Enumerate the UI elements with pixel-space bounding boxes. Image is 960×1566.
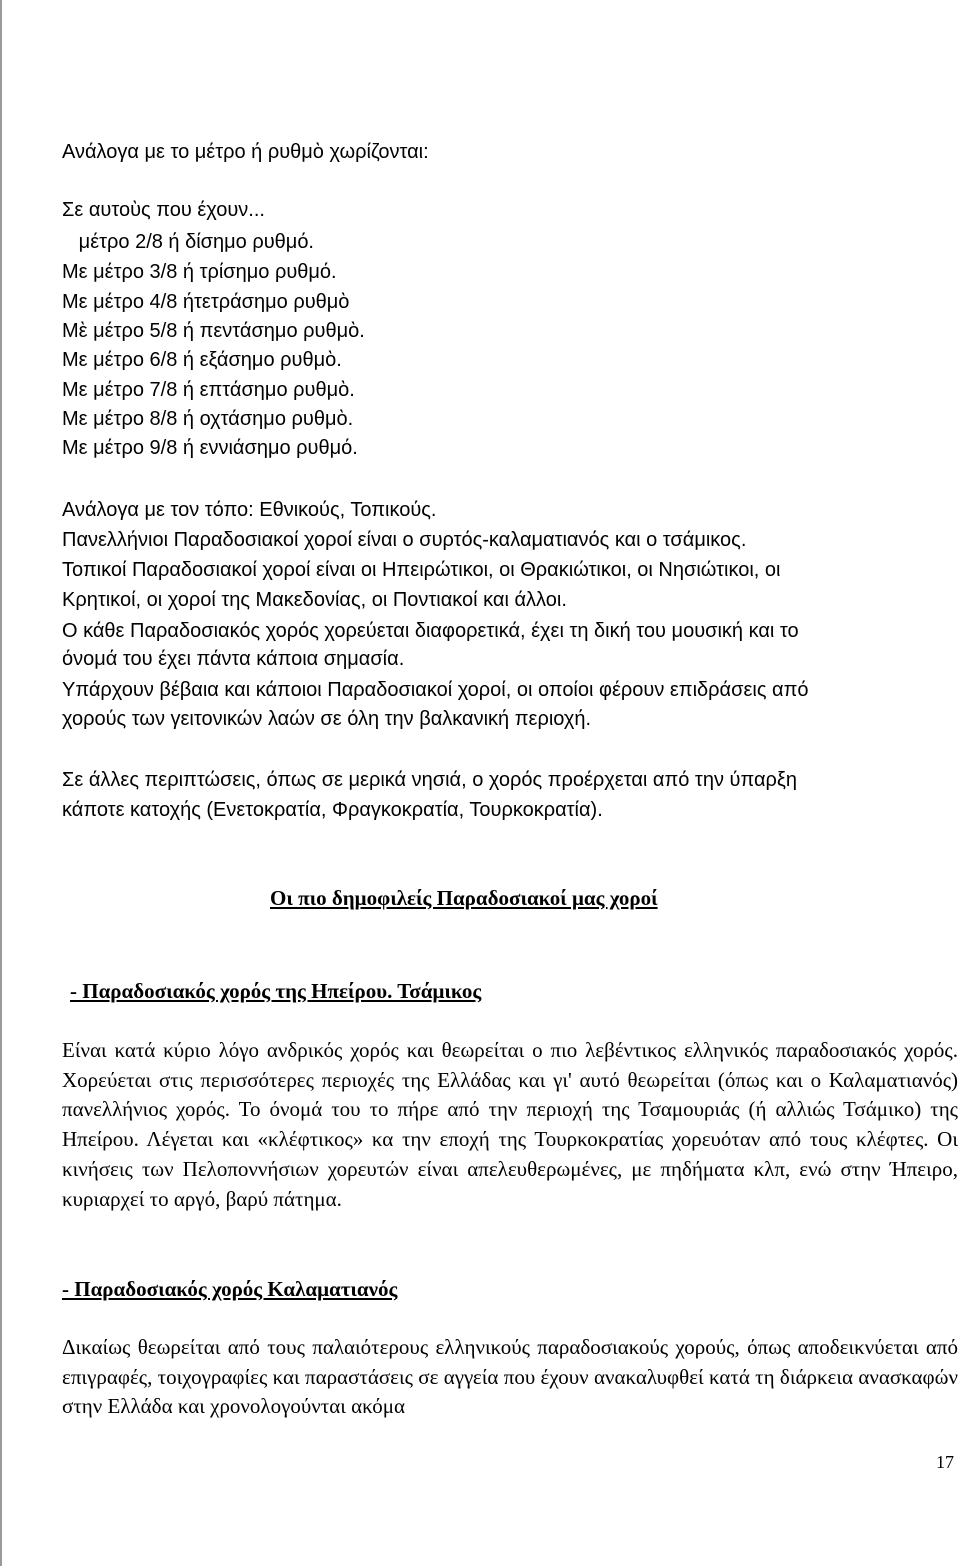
each-dance-line-2: όνομά του έχει πάντα κάποια σημασία.: [62, 648, 405, 670]
occupation-line-1: Σε άλλες περιπτώσεις, όπως σε μερικά νησιά, ο χορός προέρχεται από την ύπαρξη: [62, 769, 797, 791]
influence-line-2: χορούς των γειτονικών λαών σε όλη την βαλκανική περιοχή.: [62, 708, 592, 730]
rhythm-line: Με μέτρο 7/8 ή επτάσημο ρυθμὸ.: [62, 379, 355, 401]
panhellenic-dances: Πανελλήνιοι Παραδοσιακοί χοροί είναι ο συρτός-καλαματιανός και ο τσάμικος.: [62, 529, 747, 551]
occupation-line-2: κάποτε κατοχής (Ενετοκρατία, Φραγκοκρατία, Τουρκοκρατία).: [62, 799, 603, 821]
rhythm-intro: Ανάλογα με το μέτρο ή ρυθμὸ χωρίζονται:: [62, 141, 429, 163]
each-dance-line-1: Ο κάθε Παραδοσιακός χορός χορεύεται διαφορετικά, έχει τη δική του μουσική και το: [62, 620, 799, 642]
kalamatianos-paragraph: Δικαίως θεωρείται από τους παλαιότερους ελληνικούς παραδοσιακούς χορούς, όπως αποδεικνύεται από επιγραφές, τοιχογραφίες και παραστάσεις σε αγγεία που έχουν ανακαλυφθεί κατά τη διάρκεια ανασκαφών στην Ελλάδα και χρονολογούνται ακόμα: [62, 1335, 958, 1419]
local-dances-line-2: Κρητικοί, οι χοροί της Μακεδονίας, οι Ποντιακοί και άλλοι.: [62, 589, 567, 611]
rhythm-line: Με μέτρο 9/8 ή εννιάσημο ρυθμό.: [62, 437, 358, 459]
influence-line-1: Υπάρχουν βέβαια και κάποιοι Παραδοσιακοί χοροί, οι οποίοι φέρουν επιδράσεις από: [62, 679, 809, 701]
rhythm-line: Με μέτρο 3/8 ή τρίσημο ρυθμό.: [62, 261, 337, 283]
page-edge-rule: [0, 0, 2, 1566]
rhythm-lead: Σε αυτοὺς που έχουν...: [62, 199, 265, 221]
page-number: 17: [936, 1452, 954, 1472]
place-heading: Ανάλογα με τον τόπο: Εθνικούς, Τοπικούς.: [62, 499, 437, 521]
rhythm-line: Μὲ μέτρο 5/8 ή πεντάσημο ρυθμὸ.: [62, 320, 365, 342]
kalamatianos-heading: - Παραδοσιακός χορός Καλαματιανός: [62, 1277, 398, 1301]
rhythm-line: Με μέτρο 8/8 ή οχτάσημο ρυθμὸ.: [62, 408, 354, 430]
rhythm-line: Με μέτρο 4/8 ήτετράσημο ρυθμὸ: [62, 291, 350, 313]
local-dances-line-1: Τοπικοί Παραδοσιακοί χοροί είναι οι Ηπειρώτικοι, οι Θρακιώτικοι, οι Νησιώτικοι, οι: [62, 559, 781, 581]
rhythm-line: Με μέτρο 6/8 ή εξάσημο ρυθμὸ.: [62, 349, 342, 371]
section-title: Οι πιο δημοφιλείς Παραδοσιακοί μας χοροί: [270, 886, 658, 910]
rhythm-line: μέτρο 2/8 ή δίσημο ρυθμό.: [62, 231, 314, 253]
epirus-paragraph: Είναι κατά κύριο λόγο ανδρικός χορός και θεωρείται ο πιο λεβέντικος ελληνικός παραδοσιακός χορός. Χορεύεται στις περισσότερες περιοχές της Ελλάδας και γι' αυτό θεωρείται (όπως και ο Καλαματιανός) πανελλήνιος χορός. Το όνομά του το πήρε από την περιοχή της Τσαμουριάς (ή αλλιώς Τσάμικο) της Ηπείρου. Λέγεται και «κλέφτικος» κα την εποχή της Τουρκοκρατίας χορευόταν από τους κλέφτες. Οι κινήσεις των Πελοποννήσιων χορευτών είναι απελευθερωμένες, με πηδήματα κλπ, ενώ στην Ήπειρο, κυριαρχεί το αργό, βαρύ πάτημα.: [62, 1038, 958, 1211]
epirus-heading: - Παραδοσιακός χορός της Ηπείρου. Τσάμικος: [70, 979, 482, 1003]
